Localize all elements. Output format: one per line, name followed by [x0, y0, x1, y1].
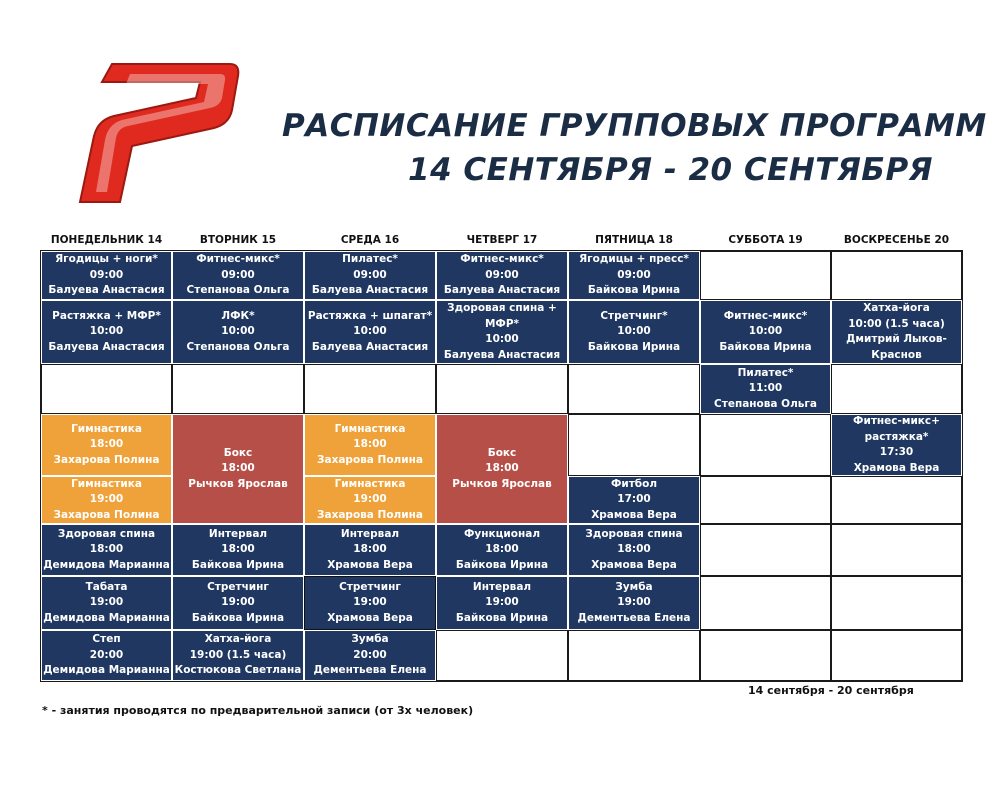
- class-time: 18:00: [89, 543, 124, 556]
- class-time: 10:00: [221, 325, 255, 338]
- class-name: Растяжка + шпагат*: [307, 309, 433, 322]
- class-cell-thu-1900: [436, 576, 568, 630]
- class-time: 19:00: [89, 493, 124, 506]
- class-time: 18:00: [221, 543, 255, 556]
- empty-cell: [831, 364, 962, 414]
- empty-cell: [41, 364, 172, 414]
- empty-cell: [568, 364, 700, 414]
- class-time: 20:00: [89, 648, 124, 661]
- class-cell-fri-1000: [568, 300, 700, 364]
- class-name: Пилатес*: [342, 253, 398, 266]
- class-cell-thu-1800-boxing: [436, 414, 568, 524]
- class-name: Здоровая спина +: [447, 302, 557, 314]
- class-cell-thu-0900: [436, 251, 568, 300]
- class-trainer: Храмова Вера: [591, 558, 677, 571]
- class-cell-tue-1000: [172, 300, 304, 364]
- class-trainer: Захарова Полина: [317, 453, 423, 466]
- class-time: 18:00: [353, 438, 387, 451]
- class-trainer: Балуева Анастасия: [311, 284, 429, 297]
- day-header-wednesday: СРЕДА 16: [340, 234, 400, 246]
- class-name: Гимнастика: [334, 422, 406, 435]
- class-name: Растяжка + МФР*: [52, 309, 161, 322]
- class-cell-tue-0900: [172, 251, 304, 300]
- class-name: Гимнастика: [71, 477, 142, 490]
- schedule-date-range-title: 14 СЕНТЯБРЯ - 20 СЕНТЯБРЯ: [408, 152, 934, 188]
- class-cell-tue-1800-b: [172, 524, 304, 576]
- class-name: Интервал: [340, 527, 400, 540]
- class-trainer: Байкова Ирина: [455, 558, 549, 571]
- day-header-thursday: ЧЕТВЕРГ 17: [466, 234, 538, 246]
- day-header-friday: ПЯТНИЦА 18: [595, 234, 673, 246]
- class-cell-fri-1900: [568, 576, 700, 630]
- class-name: Гимнастика: [334, 477, 406, 490]
- class-trainer: Костюкова Светлана: [174, 664, 302, 677]
- class-name: Табата: [85, 580, 128, 593]
- class-cell-mon-1800: [41, 414, 172, 476]
- class-name: ЛФК*: [221, 309, 255, 322]
- class-name: Степ: [92, 633, 121, 646]
- class-name: Зумба: [351, 633, 389, 646]
- class-name: Интервал: [472, 580, 532, 593]
- class-name: Фитнес-микс*: [196, 253, 280, 266]
- class-time: 18:00: [485, 543, 519, 556]
- class-trainer: Дементьева Елена: [313, 664, 427, 677]
- class-name: Фитнес-микс+: [853, 415, 940, 427]
- red-2f-brand-logo: [72, 58, 242, 208]
- class-cell-wed-1900: [304, 476, 436, 524]
- class-time: 18:00: [89, 438, 124, 451]
- class-cell-wed-1800-b: [304, 524, 436, 576]
- class-time: 10:00: [748, 325, 783, 338]
- empty-cell: [831, 251, 962, 300]
- class-trainer: Степанова Ольга: [714, 397, 817, 410]
- empty-cell: [700, 524, 831, 576]
- class-cell-wed-1000: [304, 300, 436, 364]
- class-name: Хатха-йога: [863, 302, 930, 314]
- class-trainer-line2: Краснов: [871, 348, 922, 361]
- class-cell-wed-1900-b: [304, 576, 436, 630]
- empty-cell: [436, 630, 568, 681]
- class-time: 09:00: [221, 268, 255, 281]
- class-cell-mon-1900-b: [41, 576, 172, 630]
- class-name: Фитнес-микс*: [723, 309, 808, 322]
- empty-cell: [568, 630, 700, 681]
- empty-cell: [700, 251, 831, 300]
- class-time: 18:00: [221, 462, 255, 475]
- class-trainer: Храмова Вера: [327, 558, 413, 571]
- class-trainer: Демидова Марианна: [43, 611, 170, 624]
- class-cell-wed-0900: [304, 251, 436, 300]
- empty-cell: [172, 364, 304, 414]
- class-trainer: Дементьева Елена: [577, 611, 691, 624]
- class-cell-mon-1000: [41, 300, 172, 364]
- class-name: Бокс: [487, 446, 517, 459]
- class-time: 09:00: [617, 268, 651, 281]
- class-cell-mon-1900: [41, 476, 172, 524]
- class-cell-fri-0900: [568, 251, 700, 300]
- class-time: 19:00 (1.5 часа): [189, 648, 287, 661]
- class-trainer: Байкова Ирина: [587, 284, 681, 297]
- class-trainer: Захарова Полина: [53, 508, 160, 521]
- class-name: Функционал: [463, 527, 541, 540]
- class-cell-sun-1730: [831, 414, 962, 476]
- class-trainer: Дмитрий Лыков-: [846, 333, 947, 345]
- class-trainer: Балуева Анастасия: [443, 284, 561, 297]
- class-name-line2: МФР*: [484, 317, 520, 330]
- class-time: 11:00: [748, 382, 783, 395]
- class-name: Гимнастика: [71, 422, 142, 435]
- class-trainer: Храмова Вера: [853, 461, 940, 474]
- class-cell-mon-0900: [41, 251, 172, 300]
- class-time: 19:00: [617, 596, 651, 609]
- class-time: 10:00: [485, 333, 519, 345]
- class-trainer: Байкова Ирина: [587, 340, 681, 353]
- class-trainer: Байкова Ирина: [191, 611, 285, 624]
- class-time: 18:00: [485, 462, 519, 475]
- class-cell-mon-1800-b: [41, 524, 172, 576]
- class-cell-mon-2000: [41, 630, 172, 681]
- class-trainer: Храмова Вера: [591, 508, 677, 521]
- class-time: 19:00: [353, 596, 387, 609]
- class-trainer: Рычков Ярослав: [452, 477, 552, 490]
- empty-cell: [700, 476, 831, 524]
- class-cell-tue-1800-boxing: [172, 414, 304, 524]
- class-name: Здоровая спина: [57, 527, 156, 540]
- class-cell-fri-1700: [568, 476, 700, 524]
- empty-cell: [831, 524, 962, 576]
- class-trainer: Рычков Ярослав: [188, 477, 288, 490]
- class-name: Ягодицы + пресс*: [579, 253, 689, 266]
- class-time: 18:00: [353, 543, 387, 556]
- class-trainer: Байкова Ирина: [191, 558, 285, 571]
- empty-cell: [831, 476, 962, 524]
- empty-cell: [700, 576, 831, 630]
- class-cell-tue-1900-yoga: [172, 630, 304, 681]
- class-trainer: Храмова Вера: [327, 611, 413, 624]
- class-trainer: Степанова Ольга: [186, 340, 290, 353]
- class-trainer: Захарова Полина: [53, 453, 160, 466]
- class-time: 19:00: [89, 596, 124, 609]
- empty-cell: [304, 364, 436, 414]
- class-time: 09:00: [89, 268, 124, 281]
- class-name: Фитбол: [610, 477, 658, 490]
- class-time: 10:00: [353, 325, 387, 338]
- class-cell-sat-1000: [700, 300, 831, 364]
- footer-date-range: 14 сентября - 20 сентября: [748, 684, 914, 697]
- day-header-tuesday: ВТОРНИК 15: [199, 234, 277, 246]
- empty-cell: [700, 630, 831, 681]
- class-cell-wed-1800: [304, 414, 436, 476]
- empty-cell: [831, 576, 962, 630]
- class-cell-tue-1900: [172, 576, 304, 630]
- footnote-registration: * - занятия проводятся по предварительной записи (от 3х человек): [42, 704, 474, 717]
- class-cell-thu-1800-b: [436, 524, 568, 576]
- day-header-saturday: СУББОТА 19: [728, 234, 803, 246]
- class-cell-fri-1800-b: [568, 524, 700, 576]
- class-time: 10:00: [617, 325, 651, 338]
- class-time: 17:00: [617, 493, 651, 506]
- class-trainer: Балуева Анастасия: [48, 284, 165, 297]
- class-time: 19:00: [221, 596, 255, 609]
- class-time: 10:00 (1.5 часа): [848, 317, 945, 330]
- class-trainer: Балуева Анастасия: [311, 340, 429, 353]
- class-name: Стретчинг: [339, 580, 401, 593]
- class-name-line2: растяжка*: [864, 430, 929, 443]
- class-name: Бокс: [223, 446, 253, 459]
- class-trainer: Степанова Ольга: [186, 284, 290, 297]
- class-name: Здоровая спина: [585, 527, 683, 540]
- empty-cell: [436, 364, 568, 414]
- class-cell-sun-1000: [831, 300, 962, 364]
- class-name: Интервал: [208, 527, 268, 540]
- class-name: Пилатес*: [737, 366, 794, 379]
- class-trainer: Захарова Полина: [317, 508, 423, 521]
- empty-cell: [831, 630, 962, 681]
- class-trainer: Балуева Анастасия: [48, 340, 165, 353]
- class-trainer: Демидова Марианна: [43, 558, 170, 571]
- class-name: Фитнес-микс*: [460, 253, 544, 266]
- class-time: 09:00: [485, 268, 519, 281]
- class-trainer: Байкова Ирина: [719, 340, 812, 353]
- class-time: 10:00: [89, 325, 124, 338]
- class-trainer: Балуева Анастасия: [443, 348, 561, 361]
- class-time: 19:00: [485, 596, 519, 609]
- empty-cell: [568, 414, 700, 476]
- day-header-monday: ПОНЕДЕЛЬНИК 14: [50, 234, 163, 246]
- class-time: 20:00: [353, 648, 387, 661]
- class-name: Стретчинг*: [600, 309, 668, 322]
- empty-cell: [700, 414, 831, 476]
- class-trainer: Байкова Ирина: [455, 611, 549, 624]
- class-name: Стретчинг: [207, 580, 269, 593]
- class-trainer: Демидова Марианна: [43, 664, 170, 677]
- class-cell-sat-1100: [700, 364, 831, 414]
- class-time: 09:00: [353, 268, 387, 281]
- class-time: 18:00: [617, 543, 651, 556]
- class-time: 19:00: [353, 493, 387, 506]
- day-header-sunday: ВОСКРЕСЕНЬЕ 20: [843, 234, 950, 246]
- class-name: Зумба: [615, 580, 653, 593]
- class-name: Хатха-йога: [204, 633, 272, 646]
- class-time: 17:30: [879, 446, 914, 458]
- class-cell-wed-2000: [304, 630, 436, 681]
- class-cell-thu-1000: [436, 300, 568, 364]
- class-name: Ягодицы + ноги*: [55, 253, 158, 266]
- schedule-title: РАСПИСАНИЕ ГРУППОВЫХ ПРОГРАММ: [282, 108, 987, 144]
